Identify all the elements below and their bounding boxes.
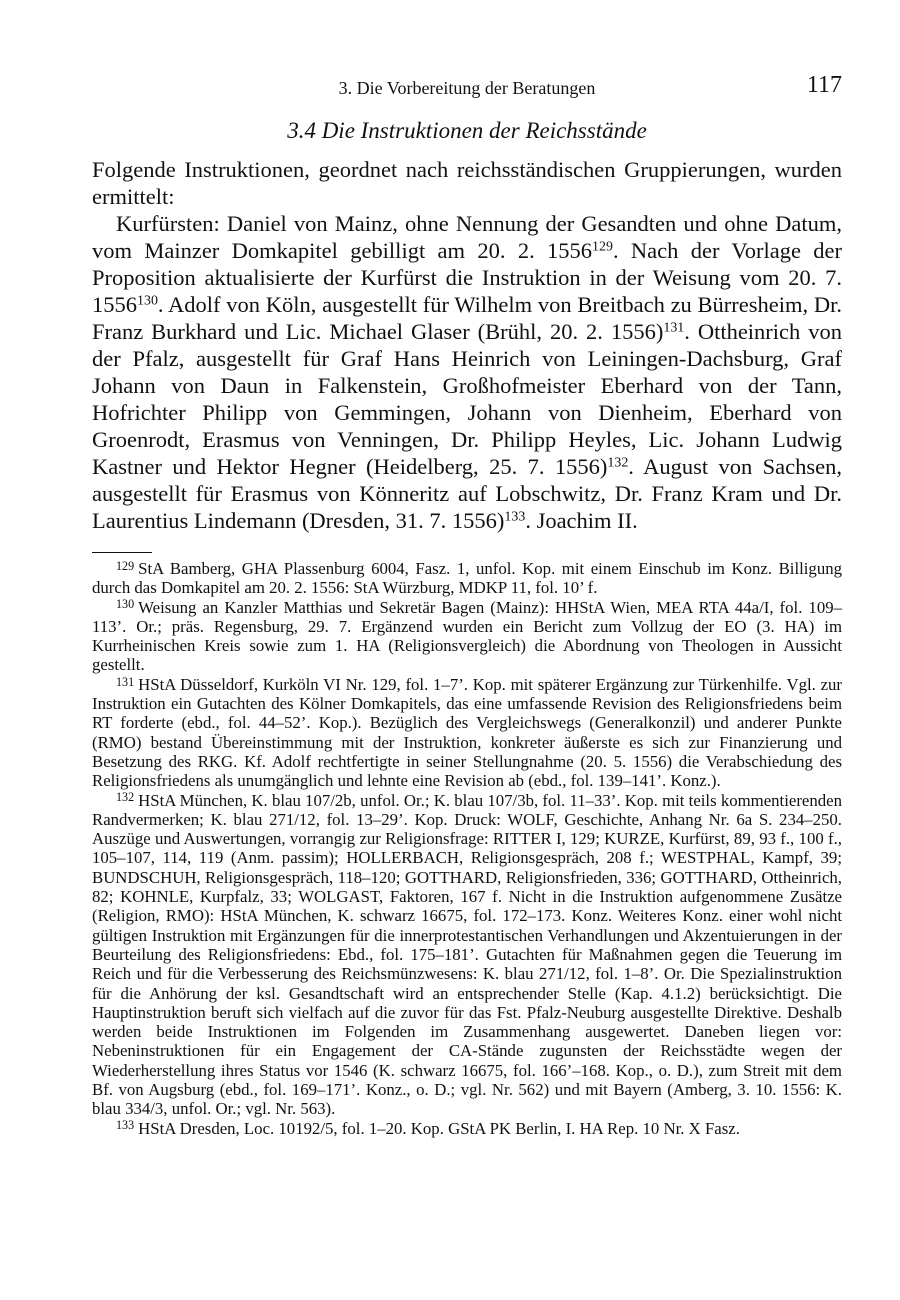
- footnote-text: HStA Düsseldorf, Kurköln VI Nr. 129, fol. 1–7’. Kop. mit späterer Ergänzung zur Türkenhilfe. Vgl. zur Instruktion ein Gutachten des Kölner Domkapitels, das eine umfassende Revision des Religionsfriedens beim RT forderte (ebd., fol. 44–52’. Kop.). Bezüglich des Vergleichswegs (Generalkonzil) und anderer Punkte (RMO) bestand Übereinstimmung mit der Instruktion, konkreter äußerste es sich zur Finanzierung und Besetzung des RKG. Kf. Adolf rechtfertigte in seiner Stellungnahme (20. 5. 1556) die Verabschiedung des Religionsfriedens als unumgänglich und lehnte eine Revision ab (ebd., fol. 139–141’. Konz.).: [92, 674, 842, 791]
- footnote-number: 131: [116, 674, 135, 689]
- body-text: [92, 156, 842, 534]
- page: [92, 72, 842, 1138]
- paragraph-kurfuersten: [92, 210, 842, 534]
- footnote-ref-133: 133: [504, 509, 526, 525]
- footnote-number: 129: [116, 558, 135, 573]
- footnote-132: [92, 791, 842, 1119]
- running-title: 3. Die Vorbereitung der Beratungen: [338, 78, 596, 98]
- footnote-text: StA Bamberg, GHA Plassenburg 6004, Fasz. 1, unfol. Kop. mit einem Einschub im Konz. Billigung durch das Domkapitel am 20. 2. 1556: StA Würzburg, MDKP 11, fol. 10’ f.: [92, 559, 842, 598]
- text-span: . Joachim II.: [525, 508, 638, 533]
- footnote-ref-132: 132: [607, 455, 629, 471]
- text-span: Kurfürsten: Daniel von Mainz, ohne Nennung der Gesandten und ohne Datum, vom Mainzer Domkapitel gebilligt am 20. 2. 1556: [92, 211, 842, 263]
- footnote-number: 133: [116, 1118, 135, 1133]
- paragraph-intro: Folgende Instruktionen, geordnet nach reichsständischen Gruppierungen, wurden ermittelt:: [92, 157, 842, 209]
- footnote-text: HStA Dresden, Loc. 10192/5, fol. 1–20. Kop. GStA PK Berlin, I. HA Rep. 10 Nr. X Fasz.: [138, 1118, 740, 1138]
- text-span: . August von Sachsen, ausgestellt für Erasmus von Könneritz auf Lobschwitz, Dr. Franz Kram und Dr. Laurentius Lindemann (Dresden, 31. 7. 1556): [92, 454, 842, 533]
- footnote-131: [92, 675, 842, 791]
- footnotes: [92, 559, 842, 1138]
- footnote-text: HStA München, K. blau 107/2b, unfol. Or.; K. blau 107/3b, fol. 11–33’. Kop. mit teils kommentierenden Randvermerken; K. blau 271/12, fol. 13–29’. Kop. Druck: WOLF, Geschichte, Anhang Nr. 6a S. 234–250. Auszüge und Auswertungen, vorrangig zur Religionsfrage: RITTER I, 129; KURZE, Kurfürst, 89, 93 f., 100 f., 105–107, 114, 119 (Anm. passim); HOLLERBACH, Religionsgespräch, 208 f.; WESTPHAL, Kampf, 39; BUNDSCHUH, Religionsgespräch, 118–120; GOTTHARD, Religionsfrieden, 336; GOTTHARD, Ottheinrich, 82; KOHNLE, Kurpfalz, 33; WOLGAST, Faktoren, 167 f. Nicht in die Instruktion aufgenommene Zusätze (Religion, RMO): HStA München, K. schwarz 16675, fol. 172–173. Konz. Weiteres Konz. einer wohl nicht gültigen Instruktion mit Ergänzungen für die innerprotestantischen Verhandlungen und Akzentuierungen in der Beurteilung des Religionsfriedens: Ebd., fol. 175–181’. Gutachten für Maßnahmen gegen die Teuerung im Reich und für die Verbesserung des Reichsmünzwesens: K. blau 271/12, fol. 1–8’. Or. Die Spezialinstruktion für die Anhörung der ksl. Gesandtschaft wird an entsprechender Stelle (Kap. 4.1.2) berücksichtigt. Die Hauptinstruktion beruft sich vielfach auf die zuvor für das Fst. Pfalz-Neuburg ausgestellte Direktive. Deshalb werden beide Instruktionen im Folgenden im Zusammenhang ausgewertet. Daneben liegen vor: Nebeninstruktionen für ein Engagement der CA-Stände zugunsten der Reichsstädte wegen der Wiederherstellung ihres Status vor 1546 (K. schwarz 16675, fol. 166’–168. Kop., o. D.), zum Streit mit dem Bf. von Augsburg (ebd., fol. 169–171’. Konz., o. D.; vgl. Nr. 562) und mit Bayern (Amberg, 3. 10. 1556: K. blau 334/3, unfol. Or.; vgl. Nr. 563).: [92, 790, 842, 1119]
- footnote-ref-129: 129: [592, 239, 613, 255]
- footnote-130: [92, 598, 842, 675]
- footnote-number: 132: [116, 790, 135, 805]
- footnote-ref-130: 130: [137, 293, 158, 309]
- running-head: [92, 72, 842, 112]
- footnote-ref-131: 131: [663, 320, 685, 336]
- text-span: . Ottheinrich von der Pfalz, ausgestellt für Graf Hans Heinrich von Leiningen-Dachsburg, Graf Johann von Daun in Falkenstein, Großhofmeister Eberhard von der Tann, Hofrichter Philipp von Gemmingen, Johann von Dienheim, Eberhard von Groenrodt, Erasmus von Venningen, Dr. Philipp Heyles, Lic. Johann Ludwig Kastner und Hektor Hegner (Heidelberg, 25. 7. 1556): [92, 319, 842, 479]
- footnote-text: Weisung an Kanzler Matthias und Sekretär Bagen (Mainz): HHStA Wien, MEA RTA 44a/I, fol. 109–113’. Or.; präs. Regensburg, 29. 7. Ergänzend wurden ein Bericht zum Vollzug der EO (3. HA) im Kurrheinischen Kreis sowie zum 1. HA (Religionsvergleich) die Abordnung von Theologen in Aussicht gestellt.: [92, 597, 842, 675]
- footnote-129: [92, 559, 842, 598]
- footnote-number: 130: [116, 597, 135, 612]
- footnote-separator: [92, 552, 152, 553]
- section-title: 3.4 Die Instruktionen der Reichsstände: [287, 118, 647, 143]
- footnote-133: [92, 1119, 842, 1138]
- text-span: . Nach der Vorlage der Proposition aktualisierte der Kurfürst die Instruktion in der Weisung vom 20. 7. 1556: [92, 238, 842, 317]
- text-span: . Adolf von Köln, ausgestellt für Wilhelm von Breitbach zu Bürresheim, Dr. Franz Burkhard und Lic. Michael Glaser (Brühl, 20. 2. 1556): [92, 292, 842, 344]
- page-number: 117: [806, 72, 842, 98]
